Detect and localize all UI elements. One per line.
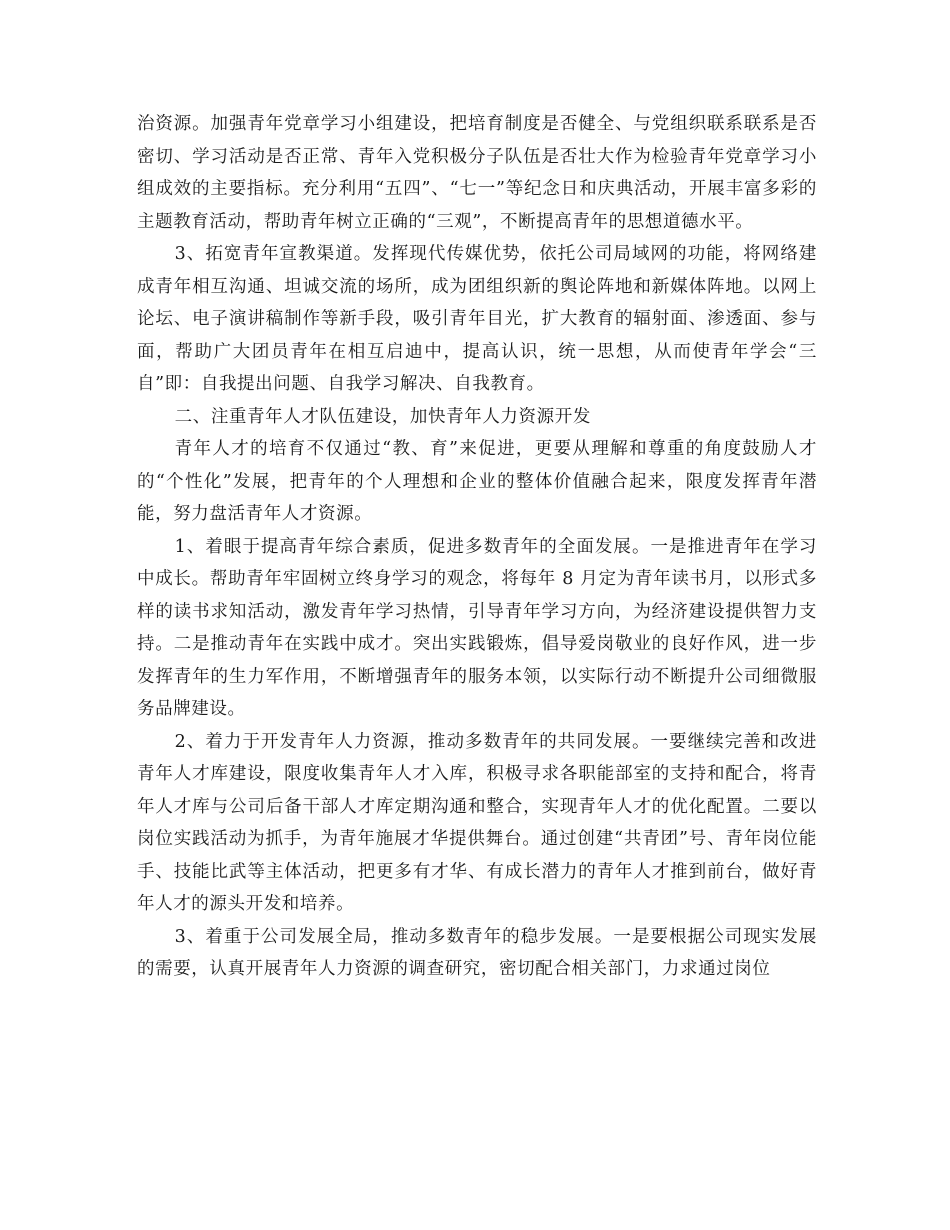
document-page: [137, 108, 817, 986]
paragraph-talent-intro: 青年人才的培育不仅通过“教、育”来促进，更要从理解和尊重的角度鼓励人才的“个性化”发展，把青年的个人理想和企业的整体价值融合起来，限度发挥青年潜能，努力盘活青年人才资源。: [137, 439, 817, 524]
paragraph-section-3-propaganda: 3、拓宽青年宣教渠道。发挥现代传媒优势，依托公司局域网的功能，将网络建成青年相互沟通、坦诚交流的场所，成为团组织新的舆论阵地和新媒体阵地。以网上论坛、电子演讲稿制作等新手段，吸引青年目光，扩大教育的辐射面、渗透面、参与面，帮助广大团员青年在相互启迪中，提高认识，统一思想，从而使青年学会“三自”即：自我提出问题、自我学习解决、自我教育。: [137, 244, 817, 394]
paragraph-continuation: 治资源。加强青年党章学习小组建设，把培育制度是否健全、与党组织联系联系是否密切、学习活动是否正常、青年入党积极分子队伍是否壮大作为检验青年党章学习小组成效的主要指标。充分利用“五四”、“七一”等纪念日和庆典活动，开展丰富多彩的主题教育活动，帮助青年树立正确的“三观”，不断提高青年的思想道德水平。: [137, 114, 817, 232]
paragraph-item-2: 2、着力于开发青年人力资源，推动多数青年的共同发展。一要继续完善和改进青年人才库建设，限度收集青年人才入库，积极寻求各职能部室的支持和配合，将青年人才库与公司后备干部人才库定期沟通和整合，实现青年人才的优化配置。二要以岗位实践活动为抓手，为青年施展才华提供舞台。通过创建“共青团”号、青年岗位能手、技能比武等主体活动，把更多有才华、有成长潜力的青年人才推到前台，做好青年人才的源头开发和培养。: [137, 731, 817, 914]
paragraph-item-3: 3、着重于公司发展全局，推动多数青年的稳步发展。一是要根据公司现实发展的需要，认真开展青年人力资源的调查研究，密切配合相关部门，力求通过岗位: [137, 926, 817, 979]
section-heading-talent: 二、注重青年人才队伍建设，加快青年人力资源开发: [174, 406, 591, 427]
paragraph-item-1: 1、着眼于提高青年综合素质，促进多数青年的全面发展。一是推进青年在学习中成长。帮助青年牢固树立终身学习的观念，将每年 8 月定为青年读书月，以形式多样的读书求知活动，激发青年学习热情，引导青年学习方向，为经济建设提供智力支持。二是推动青年在实践中成才。突出实践锻炼，倡导爱岗敬业的良好作风，进一步发挥青年的生力军作用，不断增强青年的服务本领，以实际行动不断提升公司细微服务品牌建设。: [137, 536, 817, 719]
